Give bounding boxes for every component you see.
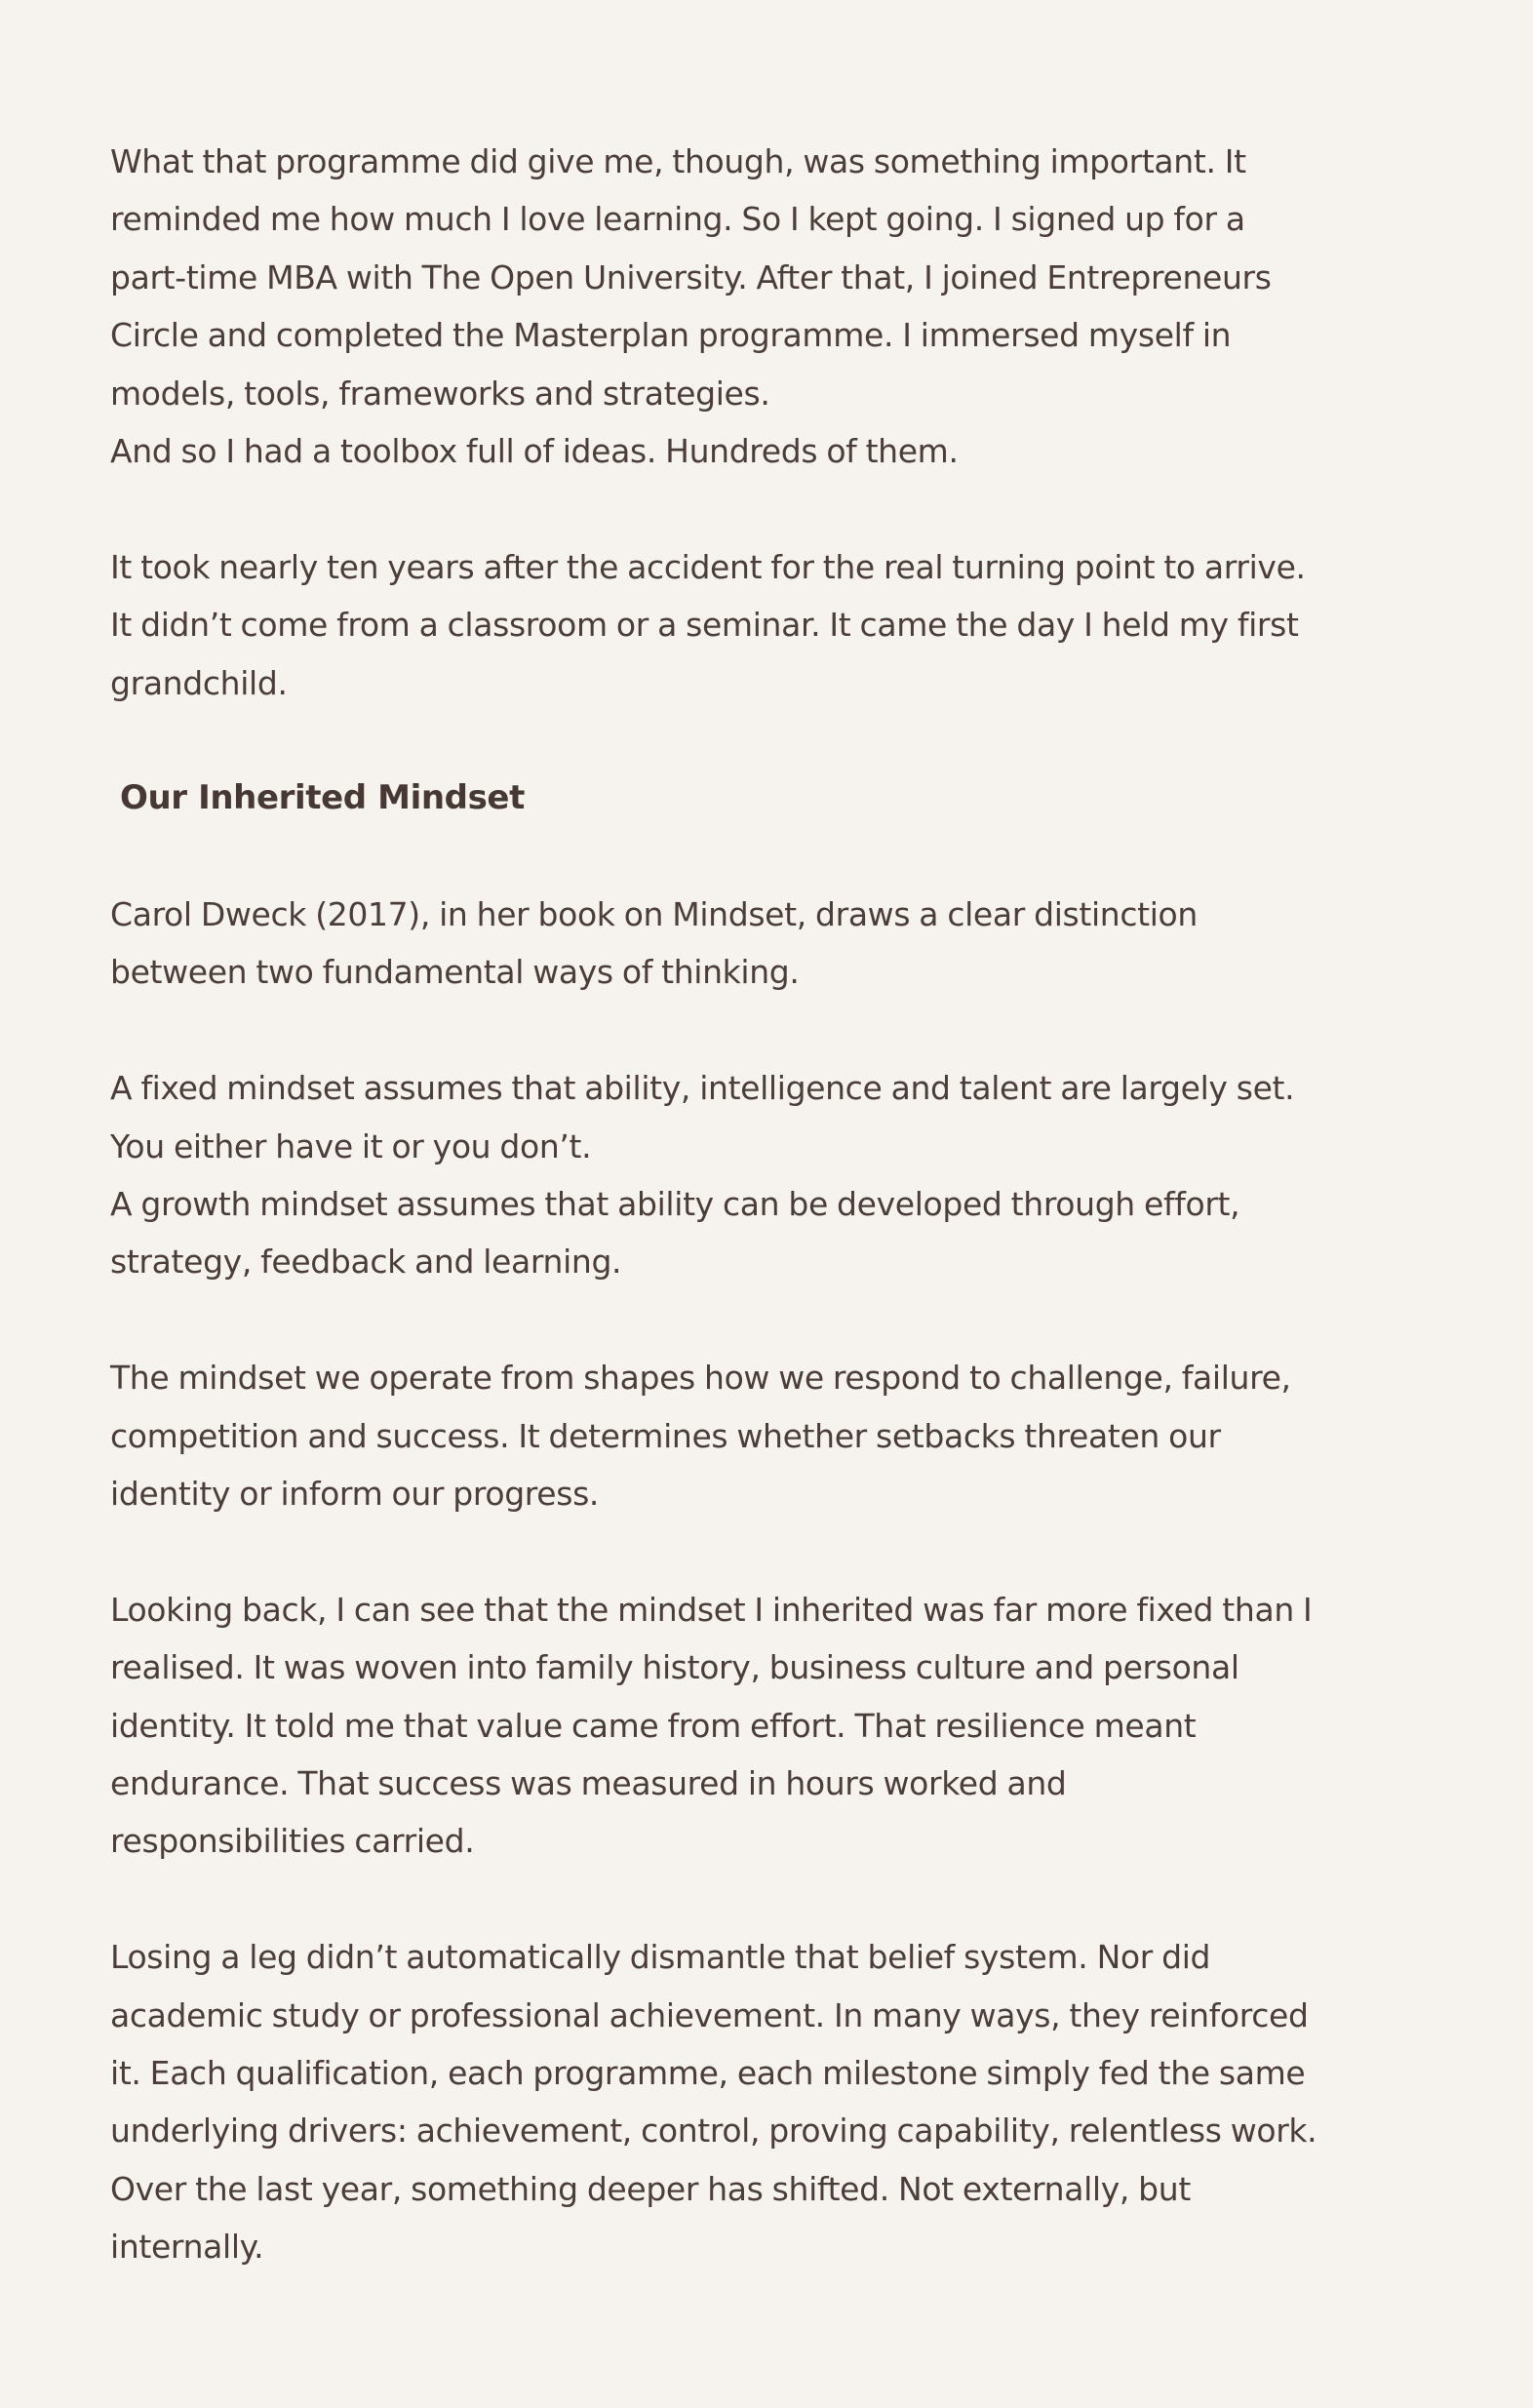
paragraph-spacer <box>110 1871 1435 1928</box>
text-line: Looking back, I can see that the mindset I inherited was far more fixed than I <box>110 1590 1313 1629</box>
text-line: competition and success. It determines whether setbacks threaten our <box>110 1416 1221 1455</box>
paragraph-looking-back <box>110 1581 1435 1871</box>
paragraph-losing-leg <box>110 1928 1435 2275</box>
paragraph-spacer <box>110 1291 1435 1349</box>
text-line: between two fundamental ways of thinking. <box>110 953 800 992</box>
text-line: The mindset we operate from shapes how we respond to challenge, failure, <box>110 1359 1291 1398</box>
paragraph-learning <box>110 133 1435 480</box>
text-line: Carol Dweck (2017), in her book on Mindset, draws a clear distinction <box>110 895 1198 934</box>
text-line: it. Each qualification, each programme, each milestone simply fed the same <box>110 2053 1306 2092</box>
text-line: responsibilities carried. <box>110 1822 475 1861</box>
text-line: You either have it or you don’t. <box>110 1126 592 1165</box>
text-line: It took nearly ten years after the accident for the real turning point to arrive. <box>110 547 1306 586</box>
paragraph-operate <box>110 1349 1435 1522</box>
paragraph-fixed-growth <box>110 1059 1435 1291</box>
paragraph-spacer <box>110 828 1435 886</box>
text-line: And so I had a toolbox full of ideas. Hundreds of them. <box>110 431 959 470</box>
section-heading: Our Inherited Mindset <box>120 778 525 818</box>
text-line: reminded me how much I love learning. So I kept going. I signed up for a <box>110 200 1245 239</box>
paragraph-dweck <box>110 886 1435 1002</box>
text-line: underlying drivers: achievement, control, proving capability, relentless work. <box>110 2112 1317 2151</box>
text-line: Circle and completed the Masterplan programme. I immersed myself in <box>110 316 1232 355</box>
text-line: part-time MBA with The Open University. After that, I joined Entrepreneurs <box>110 257 1272 296</box>
paragraph-spacer <box>110 712 1435 770</box>
text-line: A fixed mindset assumes that ability, intelligence and talent are largely set. <box>110 1069 1295 1108</box>
paragraph-spacer <box>110 1522 1435 1580</box>
text-line: It didn’t come from a classroom or a seminar. It came the day I held my first <box>110 606 1299 645</box>
text-line: strategy, feedback and learning. <box>110 1243 622 1282</box>
text-line: academic study or professional achievement. In many ways, they reinforced <box>110 1995 1309 2034</box>
text-line: endurance. That success was measured in hours worked and <box>110 1763 1067 1802</box>
text-line: A growth mindset assumes that ability can be developed through effort, <box>110 1185 1240 1224</box>
text-line: Losing a leg didn’t automatically dismantle that belief system. Nor did <box>110 1938 1211 1977</box>
paragraph-spacer <box>110 480 1435 537</box>
text-line: identity. It told me that value came from effort. That resilience meant <box>110 1706 1197 1745</box>
text-line: identity or inform our progress. <box>110 1475 600 1513</box>
text-line: What that programme did give me, though, was something important. It <box>110 142 1246 180</box>
text-line: internally. <box>110 2228 264 2267</box>
paragraph-spacer <box>110 1002 1435 1059</box>
paragraph-turning-point <box>110 538 1435 712</box>
text-line: realised. It was woven into family history, business culture and personal <box>110 1648 1239 1687</box>
text-line: models, tools, frameworks and strategies. <box>110 374 770 413</box>
text-line: grandchild. <box>110 663 288 702</box>
text-line: Over the last year, something deeper has shifted. Not externally, but <box>110 2169 1191 2208</box>
